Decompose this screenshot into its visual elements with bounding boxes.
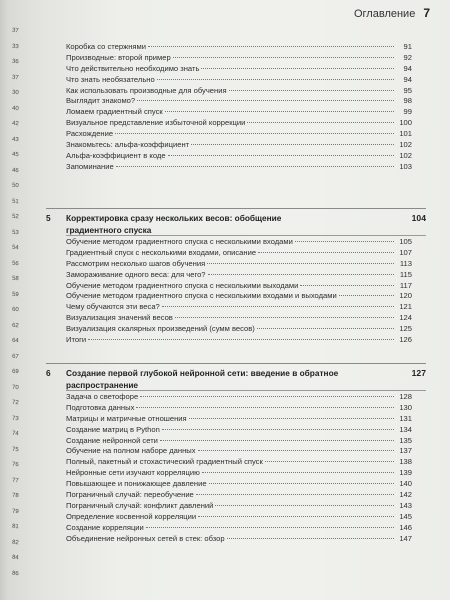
previous-page-number: 82 <box>12 539 20 546</box>
dot-leader <box>168 155 394 156</box>
dot-leader <box>173 57 394 58</box>
toc-entry <box>38 490 426 501</box>
dot-leader <box>146 527 394 528</box>
toc-section-chapter6 <box>38 392 426 544</box>
toc-entry-page: 146 <box>399 522 412 532</box>
previous-page-number: 33 <box>12 43 20 50</box>
toc-entry-page: 142 <box>399 490 412 500</box>
dot-leader <box>227 538 394 539</box>
toc-entry <box>38 414 426 425</box>
toc-section-chapter4-tail <box>38 42 426 173</box>
previous-page-number: 72 <box>12 399 20 407</box>
dot-leader <box>198 450 394 451</box>
toc-entry-title: Как использовать производные для обучения <box>66 85 227 95</box>
previous-page-number: 54 <box>12 244 20 252</box>
toc-entry <box>38 512 426 523</box>
dot-leader <box>88 339 394 340</box>
toc-entry <box>38 302 426 313</box>
toc-entry-page: 100 <box>399 118 412 128</box>
previous-page-number: 40 <box>12 105 20 112</box>
running-header-title: Оглавление <box>353 8 416 20</box>
toc-entry-title: Градиентный спуск с несколькими входами, описание <box>66 247 257 257</box>
dot-leader <box>189 418 394 419</box>
dot-leader <box>208 274 394 275</box>
toc-section-chapter5 <box>38 237 426 346</box>
previous-page-number: 42 <box>12 120 20 128</box>
toc-entry-title: Создание матриц в Python <box>66 424 160 434</box>
toc-entry-page: 95 <box>403 85 412 95</box>
toc-entry-title: Обучение на полном наборе данных <box>66 446 196 456</box>
toc-entry-title: Ломаем градиентный спуск <box>66 107 163 117</box>
toc-entry-title: Коробка со стержнями <box>66 42 146 51</box>
toc-entry-title: Определение косвенной корреляции <box>66 511 197 521</box>
previous-page-number: 60 <box>12 306 20 314</box>
toc-entry-page: 140 <box>399 479 412 489</box>
toc-entry-page: 126 <box>399 335 412 345</box>
dot-leader <box>215 505 394 506</box>
dot-leader <box>137 100 394 101</box>
toc-entry-page: 128 <box>399 392 412 401</box>
dot-leader <box>198 516 394 517</box>
toc-entry-title: Рассмотрим несколько шагов обучения <box>66 258 206 268</box>
toc-entry-title: Задача о светофоре <box>66 392 139 401</box>
toc-entry-page: 115 <box>399 269 412 279</box>
previous-page-number: 37 <box>12 74 20 81</box>
dot-leader <box>160 440 394 441</box>
toc-entry-title: Подготовка данных <box>66 402 135 412</box>
toc-entry-page: 143 <box>399 500 412 510</box>
toc-entry <box>38 237 426 248</box>
toc-entry-title: Нейронные сети изучают корреляцию <box>66 468 200 478</box>
toc-entry-page: 101 <box>399 129 412 139</box>
toc-entry-title: Запоминание <box>66 161 114 171</box>
toc-entry <box>38 53 426 64</box>
previous-page-number: 84 <box>12 554 20 562</box>
toc-entry <box>38 281 426 292</box>
dot-leader <box>339 295 394 296</box>
dot-leader <box>257 328 394 329</box>
dot-leader <box>201 68 394 69</box>
toc-entry <box>38 248 426 259</box>
chapter-5-heading <box>46 208 426 236</box>
dot-leader <box>258 252 394 253</box>
previous-page-number: 74 <box>12 430 20 438</box>
chapter-number: 5 <box>46 213 51 223</box>
toc-entry <box>38 129 426 140</box>
toc-entry-title: Матрицы и матричные отношения <box>66 413 187 423</box>
toc-entry <box>38 259 426 270</box>
toc-entry <box>38 457 426 468</box>
chapter-number: 6 <box>46 368 51 378</box>
chapter-page: 104 <box>411 213 426 223</box>
toc-entry <box>38 534 426 545</box>
previous-page-number: 86 <box>12 570 20 577</box>
dot-leader <box>162 429 394 430</box>
toc-entry-title: Что знать необязательно <box>66 74 155 84</box>
previous-page-number: 46 <box>12 167 20 174</box>
toc-entry-page: 113 <box>399 258 412 268</box>
toc-entry <box>38 118 426 129</box>
toc-entry-title: Пограничный случай: переобучение <box>66 490 194 500</box>
previous-page-number: 67 <box>12 353 20 360</box>
previous-page-number: 81 <box>12 523 20 531</box>
previous-page-number: 45 <box>12 151 20 159</box>
toc-entry-title: Создание нейронной сети <box>66 435 158 445</box>
previous-page-number: 79 <box>12 508 20 515</box>
toc-entry-title: Обучение методом градиентного спуска с несколькими входами <box>66 237 293 246</box>
previous-page-number: 77 <box>12 477 20 484</box>
toc-entry-page: 92 <box>403 52 412 62</box>
toc-entry-page: 134 <box>399 424 412 434</box>
previous-page-number: 64 <box>12 337 20 345</box>
dot-leader <box>247 122 394 123</box>
toc-entry-title: Знакомьтесь: альфа-коэффициент <box>66 140 190 150</box>
toc-entry-page: 130 <box>399 402 412 412</box>
toc-entry-page: 98 <box>403 96 412 106</box>
previous-page-number: 53 <box>12 229 20 236</box>
dot-leader <box>229 90 394 91</box>
toc-entry <box>38 162 426 173</box>
previous-page-number: 37 <box>12 27 20 35</box>
toc-entry-title: Выглядит знакомо? <box>66 96 136 106</box>
toc-entry <box>38 96 426 107</box>
toc-entry-page: 125 <box>399 324 412 334</box>
dot-leader <box>162 306 394 307</box>
toc-entry-page: 102 <box>399 140 412 150</box>
toc-entry-title: Альфа-коэффициент в коде <box>66 150 166 160</box>
toc-entry-page: 103 <box>399 161 412 171</box>
previous-page-number: 59 <box>12 291 20 298</box>
toc-entry-page: 147 <box>399 533 412 543</box>
toc-entry-page: 135 <box>399 435 412 445</box>
toc-entry <box>38 140 426 151</box>
toc-entry <box>38 291 426 302</box>
toc-entry-title: Повышающее и понижающее давление <box>66 479 207 489</box>
previous-page-number: 30 <box>12 89 20 97</box>
toc-entry-page: 91 <box>403 42 412 51</box>
toc-entry-page: 105 <box>399 237 412 246</box>
toc-entry <box>38 403 426 414</box>
dot-leader <box>265 461 394 462</box>
dot-leader <box>157 79 394 80</box>
dot-leader <box>196 494 394 495</box>
previous-page-number: 51 <box>12 198 20 205</box>
toc-entry <box>38 436 426 447</box>
toc-entry <box>38 425 426 436</box>
chapter-6-underline <box>66 390 426 391</box>
toc-entry-title: Создание корреляции <box>66 522 144 532</box>
previous-page-number: 50 <box>12 182 20 190</box>
previous-page-number: 43 <box>12 136 20 143</box>
chapter-title: Корректировка сразу нескольких весов: обобщение градиентного спуска <box>66 213 282 235</box>
toc-entry <box>38 107 426 118</box>
toc-entry-title: Визуализация скалярных произведений (сумм весов) <box>66 324 255 334</box>
dot-leader <box>191 144 394 145</box>
toc-entry <box>38 86 426 97</box>
dot-leader <box>295 241 394 242</box>
toc-entry-page: 94 <box>403 74 412 84</box>
chapter-5-underline <box>66 235 426 236</box>
dot-leader <box>115 133 394 134</box>
toc-entry-title: Чему обучаются эти веса? <box>66 302 160 312</box>
toc-entry-title: Пограничный случай: конфликт давлений <box>66 500 214 510</box>
dot-leader <box>148 46 394 47</box>
toc-entry-page: 102 <box>399 150 412 160</box>
toc-entry-page: 137 <box>399 446 412 456</box>
toc-entry-title: Что действительно необходимо знать <box>66 63 200 73</box>
running-header <box>38 6 430 24</box>
toc-entry <box>38 151 426 162</box>
page-number: 7 <box>423 6 430 20</box>
toc-page <box>38 0 438 600</box>
toc-entry <box>38 270 426 281</box>
toc-entry-title: Замораживание одного веса: для чего? <box>66 269 206 279</box>
toc-entry-title: Полный, пакетный и стохастический градиентный спуск <box>66 457 263 467</box>
dot-leader <box>300 285 394 286</box>
toc-entry <box>38 335 426 346</box>
toc-entry-page: 120 <box>399 291 412 301</box>
dot-leader <box>140 396 394 397</box>
chapter-title: Создание первой глубокой нейронной сети: введение в обратное распространение <box>66 368 339 390</box>
toc-entry <box>38 313 426 324</box>
previous-page-edge <box>0 0 22 600</box>
previous-page-number: 73 <box>12 415 20 422</box>
toc-entry-title: Обучение методом градиентного спуска с несколькими выходами <box>66 280 299 290</box>
previous-page-number: 56 <box>12 260 20 267</box>
dot-leader <box>209 483 394 484</box>
toc-entry-title: Визуализация значений весов <box>66 313 173 323</box>
toc-entry <box>38 64 426 75</box>
previous-page-number: 75 <box>12 446 20 453</box>
toc-entry-title: Обучение методом градиентного спуска с несколькими входами и выходами <box>66 291 337 301</box>
previous-page-number: 70 <box>12 384 20 391</box>
chapter-page: 127 <box>411 368 426 378</box>
toc-entry-page: 117 <box>399 280 412 290</box>
toc-entry <box>38 501 426 512</box>
toc-entry-page: 124 <box>399 313 412 323</box>
toc-entry <box>38 523 426 534</box>
toc-entry-title: Итоги <box>66 335 87 345</box>
previous-page-number: 52 <box>12 213 20 221</box>
previous-page-number: 69 <box>12 368 20 376</box>
toc-entry-title: Визуальное представление избыточной коррекции <box>66 118 246 128</box>
toc-entry-page: 99 <box>403 107 412 117</box>
toc-entry-page: 94 <box>403 63 412 73</box>
toc-entry <box>38 324 426 335</box>
toc-entry-title: Расхождение <box>66 129 114 139</box>
toc-entry-page: 107 <box>399 247 412 257</box>
dot-leader <box>202 472 394 473</box>
toc-entry <box>38 446 426 457</box>
toc-entry-page: 121 <box>399 302 412 312</box>
previous-page-number: 76 <box>12 461 20 469</box>
dot-leader <box>165 111 394 112</box>
previous-page-number: 36 <box>12 58 20 66</box>
previous-page-number: 78 <box>12 492 20 500</box>
toc-entry-title: Объединение нейронных сетей в стек: обзор <box>66 533 225 543</box>
dot-leader <box>175 317 394 318</box>
toc-entry <box>38 392 426 403</box>
toc-entry-page: 145 <box>399 511 412 521</box>
toc-entry-page: 138 <box>399 457 412 467</box>
dot-leader <box>207 263 394 264</box>
toc-entry <box>38 468 426 479</box>
previous-page-number: 62 <box>12 322 20 329</box>
dot-leader <box>116 166 394 167</box>
dot-leader <box>136 407 394 408</box>
toc-entry-page: 139 <box>399 468 412 478</box>
toc-entry-title: Производные: второй пример <box>66 52 171 62</box>
toc-entry <box>38 42 426 53</box>
previous-page-number: 58 <box>12 275 20 283</box>
toc-entry-page: 131 <box>399 413 412 423</box>
toc-entry <box>38 479 426 490</box>
toc-entry <box>38 75 426 86</box>
chapter-6-heading <box>46 363 426 391</box>
